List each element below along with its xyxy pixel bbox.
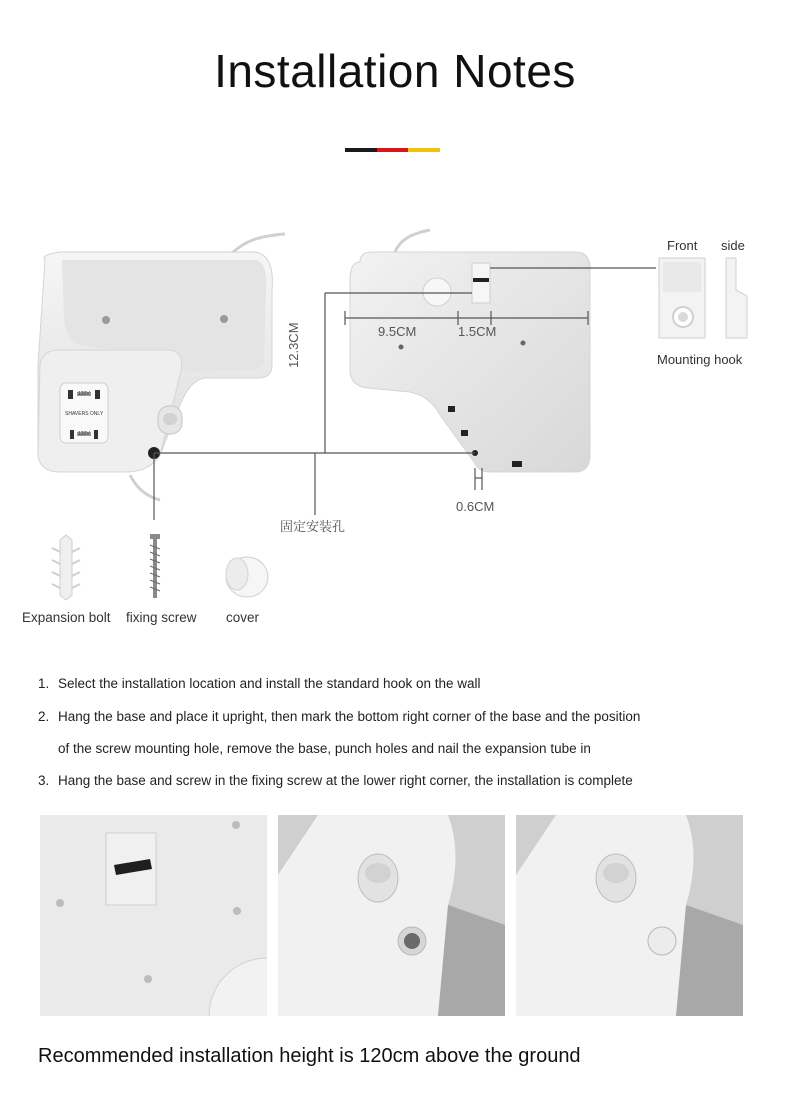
flag-stripe-red bbox=[377, 148, 409, 152]
socket-voltage-top: 120V bbox=[78, 391, 90, 397]
installation-height-note: Recommended installation height is 120cm above the ground bbox=[38, 1045, 581, 1067]
expansion-bolt-illustration bbox=[52, 535, 80, 600]
photo-screw-hole bbox=[278, 815, 505, 1016]
fixing-screw-illustration bbox=[150, 534, 160, 598]
step-text: of the screw mounting hole, remove the base, punch holes and nail the expansion tube in bbox=[58, 741, 591, 756]
step-item bbox=[38, 773, 633, 788]
mounting-hook-label: Mounting hook bbox=[657, 352, 743, 367]
socket-voltage-bottom: 120V bbox=[78, 431, 90, 437]
photo-cover-installed bbox=[516, 815, 743, 1016]
step-item bbox=[38, 741, 591, 756]
mounting-hook-illustration bbox=[659, 258, 747, 338]
dim-offset: 0.6CM bbox=[456, 499, 495, 514]
installation-diagram bbox=[0, 200, 790, 650]
dryer-base-front bbox=[38, 234, 285, 500]
step-number: 1. bbox=[38, 676, 50, 691]
hook-front-label: Front bbox=[667, 238, 698, 253]
cover-illustration bbox=[226, 557, 268, 597]
step-item bbox=[38, 676, 481, 691]
flag-stripe-black bbox=[345, 148, 377, 152]
step-text: Hang the base and screw in the fixing screw at the lower right corner, the installation is complete bbox=[58, 773, 633, 788]
dryer-base-back bbox=[350, 230, 590, 472]
photo-hook-slot bbox=[40, 815, 267, 1016]
diagram-svg bbox=[0, 200, 790, 650]
step-text: Hang the base and place it upright, then mark the bottom right corner of the base and the position bbox=[58, 709, 641, 724]
flag-divider bbox=[345, 148, 440, 152]
page-title: Installation Notes bbox=[214, 45, 576, 97]
dim-width-right: 1.5CM bbox=[458, 324, 497, 339]
accessory-label-fixing-screw: fixing screw bbox=[126, 610, 197, 625]
dim-height: 12.3CM bbox=[286, 322, 301, 368]
mounting-hole-label: 固定安装孔 bbox=[280, 519, 346, 534]
socket-label: SHAVERS ONLY bbox=[65, 411, 104, 417]
accessory-label-expansion-bolt: Expansion bolt bbox=[22, 610, 111, 625]
step-text: Select the installation location and install the standard hook on the wall bbox=[58, 676, 481, 691]
accessory-label-cover: cover bbox=[226, 610, 260, 625]
step-number: 3. bbox=[38, 773, 50, 788]
step-number: 2. bbox=[38, 709, 50, 724]
hook-side-label: side bbox=[721, 238, 745, 253]
flag-stripe-yellow bbox=[408, 148, 440, 152]
dim-width-left: 9.5CM bbox=[378, 324, 417, 339]
step-item bbox=[38, 709, 640, 724]
